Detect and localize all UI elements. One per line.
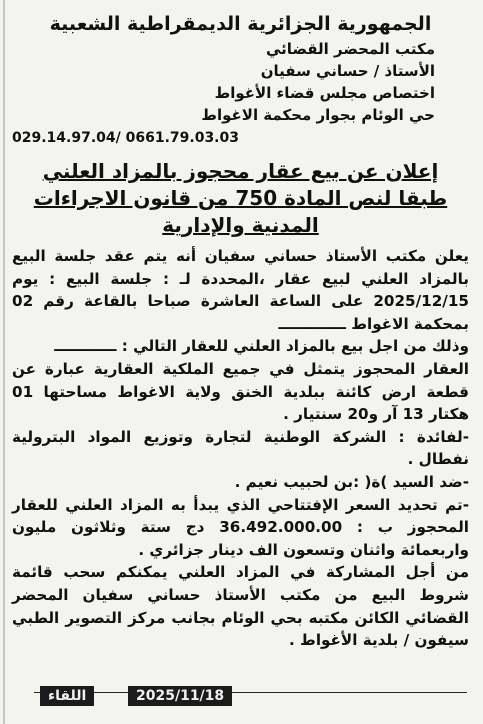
title-line-2: طبقا لنص المادة 750 من قانون الاجراءات: [33, 186, 448, 210]
header-address: حي الوئام بجوار محكمة الاغواط: [201, 106, 435, 124]
title-line-3: المدنية والإدارية: [162, 213, 319, 237]
header-republic: الجمهورية الجزائرية الديمقراطية الشعبية: [49, 13, 432, 35]
header-office: مكتب المحضر القضائي: [266, 40, 435, 58]
notice-body: [12, 245, 469, 652]
publication-date: 2025/11/18: [128, 686, 232, 706]
paragraph-price: -تم تحديد السعر الإفتتاحي الذي يبدأ به المزاد العلني للعقار المحجوز ب : 36.492.000.00 دج ستة وثلاثون مليون واربعمائة واثنان وتسعون الف دينار جزائري .: [12, 495, 469, 559]
session-text-b: على الساعة العاشرة صباحا بالقاعة رقم 02 بمحكمة الاغواط ـــــــــــــ: [12, 292, 469, 333]
paragraph-session: [12, 245, 469, 335]
title-line-1: إعلان عن بيع عقار محجوز بالمزاد العلني: [42, 159, 439, 183]
paragraph-property: العقار المحجوز يتمثل في جميع الملكية العقارية عبارة عن قطعة ارض كائنة ببلدية الخنق ولاية الاغواط مساحتها 01 هكتار 13 آر و20 سنتيار .: [12, 359, 469, 424]
scan-edge: [3, 0, 5, 724]
session-date: 2025/12/15: [373, 292, 469, 311]
newspaper-name: اللقاء: [40, 686, 94, 706]
notice-title: [12, 158, 469, 239]
paragraph-beneficiary: -لفائدة : الشركة الوطنية لتجارة وتوزيع المواد البترولية نفطال .: [12, 427, 469, 469]
paragraph-participation: من أجل المشاركة في المزاد العلني يمكنكم سحب قائمة شروط البيع من مكتب الأستاذ حساني سفيان المحضر القضائي الكائن مكتبه بحي الوئام بجانب مركز التصوير الطبي سيفون / بلدية الأغواط .: [12, 563, 469, 650]
session-text-a: يعلن مكتب الأستاذ حساني سفيان أنه يتم عقد جلسة البيع بالمزاد العلني لبيع عقار ،المحددة لـ : جلسة البيع : يوم: [12, 247, 469, 288]
footer-rule: [34, 692, 467, 693]
footer: [0, 686, 483, 708]
paragraph-against: -ضد السيد )ة( :بن لحبيب نعيم .: [234, 472, 469, 491]
header-name: الأستاذ / حساني سفيان: [260, 62, 435, 80]
header-jurisdiction: اختصاص مجلس قضاء الأغواط: [214, 84, 435, 102]
header-phones: 029.14.97.04/ 0661.79.03.03: [12, 130, 239, 146]
paragraph-intro: وذلك من اجل بيع بالمزاد العلني للعقار التالي : ــــــــــــ: [54, 337, 469, 356]
